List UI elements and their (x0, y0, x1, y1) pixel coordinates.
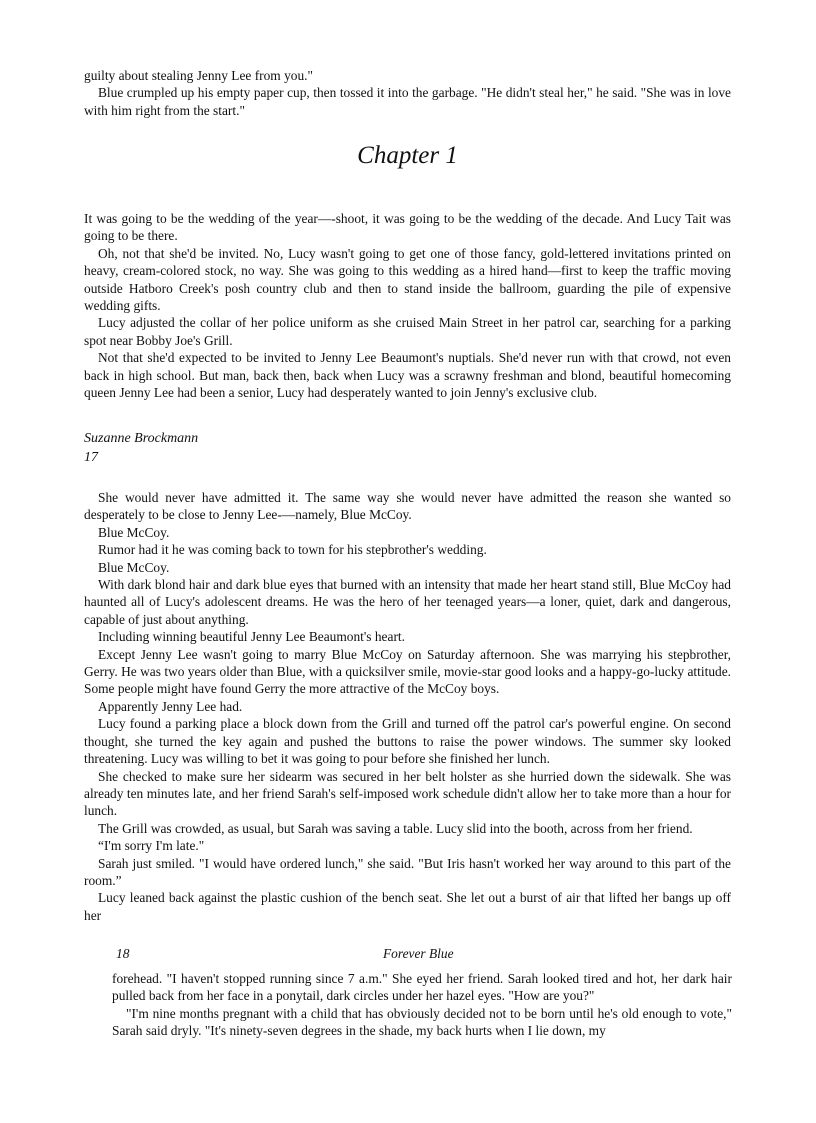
paragraph: It was going to be the wedding of the year—-shoot, it was going to be the wedding of the decade. And Lucy Tait was going to be there. (84, 211, 731, 244)
page3-text-block (112, 970, 732, 1040)
paragraph: Lucy adjusted the collar of her police uniform as she cruised Main Street in her patrol car, searching for a parking spot near Bobby Joe's Grill. (84, 315, 731, 348)
paragraph: Blue McCoy. (98, 559, 170, 575)
paragraph: The Grill was crowded, as usual, but Sarah was saving a table. Lucy slid into the booth, across from her friend. (98, 820, 693, 836)
paragraph: Not that she'd expected to be invited to Jenny Lee Beaumont's nuptials. She'd never run with that crowd, not even back in high school. But man, back then, back when Lucy was a scrawny freshman and blond, beautiful homecoming queen Jenny Lee had been a senior, Lucy had desperately wanted to join Jenny's exclusive club. (84, 350, 731, 401)
paragraph: Including winning beautiful Jenny Lee Beaumont's heart. (98, 629, 405, 645)
paragraph: "I'm nine months pregnant with a child that has obviously decided not to be born until he's old enough to vote," Sarah said dryly. "It's ninety-seven degrees in the shade, my back hurts when I lie down, my (112, 1005, 732, 1039)
paragraph: She would never have admitted it. The same way she would never have admitted the reason she wanted so desperately to be close to Jenny Lee-—namely, Blue McCoy. (84, 490, 731, 523)
paragraph: Except Jenny Lee wasn't going to marry Blue McCoy on Saturday afternoon. She was marrying his stepbrother, Gerry. He was two years older than Blue, with a quicksilver smile, movie-star good looks and a happy-go-lucky attitude. Some people might have found Gerry the more attractive of the McCoy boys. (84, 646, 731, 697)
paragraph: guilty about stealing Jenny Lee from you." (84, 68, 313, 83)
paragraph: Oh, not that she'd be invited. No, Lucy wasn't going to get one of those fancy, gold-lettered invitations printed on heavy, cream-colored stock, no way. She was going to this wedding as a hired hand—first to keep the traffic moving outside Hatboro Creek's posh country club and then to stand inside the ballroom, guarding the pile of expensive wedding gifts. (84, 245, 731, 314)
footer-author: Suzanne Brockmann (84, 431, 199, 446)
footer-page-number: 17 (84, 450, 98, 465)
paragraph: Lucy leaned back against the plastic cushion of the bench seat. She let out a burst of air that lifted her bangs up off her (84, 890, 731, 923)
paragraph: Apparently Jenny Lee had. (98, 698, 243, 714)
paragraph: Rumor had it he was coming back to town for his stepbrother's wedding. (98, 542, 487, 558)
paragraph: Blue crumpled up his empty paper cup, then tossed it into the garbage. "He didn't steal her," he said. "She was in love with him right from the start." (84, 85, 731, 118)
paragraph: Sarah just smiled. "I would have ordered lunch," she said. "But Iris hasn't worked her way around to this part of the room.” (84, 855, 731, 888)
header-page-number: 18 (116, 946, 130, 961)
chapter-title: Chapter 1 (357, 142, 458, 169)
paragraph: Blue McCoy. (98, 524, 170, 540)
paragraph: With dark blond hair and dark blue eyes that burned with an intensity that made her heart stand still, Blue McCoy had haunted all of Lucy's adolescent dreams. He was the hero of her teenaged years—a loner, quiet, dark and dangerous, capable of just about anything. (84, 577, 731, 627)
paragraph: “I'm sorry I'm late." (98, 838, 205, 854)
header-book-title: Forever Blue (383, 946, 454, 961)
paragraph: Lucy found a parking place a block down from the Grill and turned off the patrol car's powerful engine. On second thought, she turned the key again and pushed the buttons to raise the power windows. The summer sky looked threatening. Lucy was willing to bet it was going to pour before she finished her lunch. (84, 716, 731, 767)
paragraph: She checked to make sure her sidearm was secured in her belt holster as she hurried down the sidewalk. She was already ten minutes late, and her friend Sarah's self-imposed work schedule didn't allow her to take more than a hour for lunch. (84, 768, 731, 819)
top-text-block (84, 67, 731, 119)
chapter-text-block (84, 210, 731, 401)
paragraph: forehead. "I haven't stopped running since 7 a.m." She eyed her friend. Sarah looked tired and hot, her dark hair pulled back from her face in a ponytail, dark circles under her hazel eyes. "How are you?" (112, 971, 732, 1004)
page2-text-block (84, 489, 731, 924)
